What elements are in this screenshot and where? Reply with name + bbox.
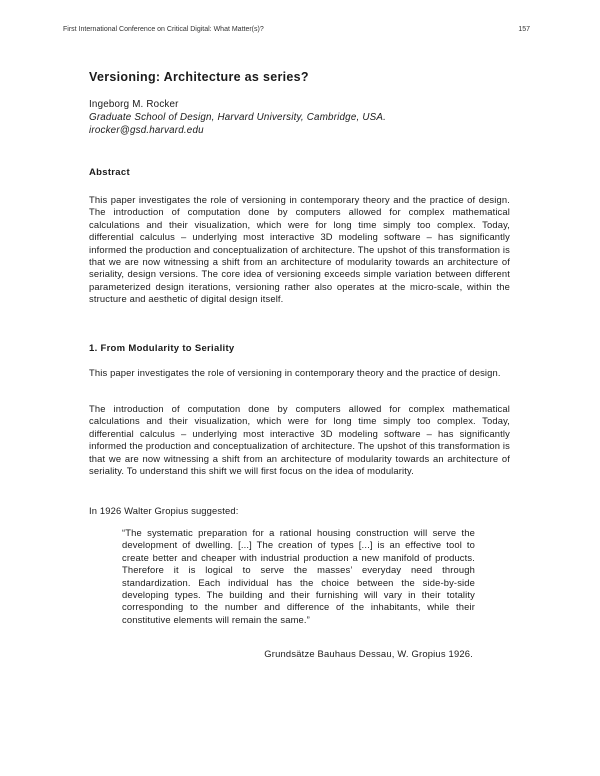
running-header: First International Conference on Critical Digital: What Matter(s)? [63, 26, 264, 33]
section-paragraph-1: This paper investigates the role of versioning in contemporary theory and the practice of design. [89, 367, 501, 378]
author-block [89, 98, 386, 137]
quote-source: Grundsätze Bauhaus Dessau, W. Gropius 1926. [264, 648, 473, 659]
page-number: 157 [518, 26, 530, 33]
section-paragraph-3: In 1926 Walter Gropius suggested: [89, 505, 239, 516]
section-heading: 1. From Modularity to Seriality [89, 343, 235, 354]
abstract-text: This paper investigates the role of versioning in contemporary theory and the practice of design. The introduction of computation done by computers allowed for complex mathematical calculations and their visualization, which were for long time simply too complex. Today, differential calculus – underlying most interactive 3D modeling software – has significantly informed the production and conceptualization of architecture. The upshot of this transformation is that we are now witnessing a shift from an architecture of modularity towards an architecture of seriality, design versions. The core idea of versioning exceeds simple variation between different parameterized design iterations, versioning rather also operates at the micro-scale, within the structure and aesthetic of digital design itself. [89, 194, 510, 305]
paper-title: Versioning: Architecture as series? [89, 70, 309, 84]
abstract-heading: Abstract [89, 167, 130, 178]
section-paragraph-2: The introduction of computation done by computers allowed for complex mathematical calculations and their visualization, which were for long time simply too complex. Today, differential calculus – underlying most interactive 3D modeling software – has significantly informed the production and conceptualization of architecture. The upshot of this transformation is that we are now witnessing a shift from an architecture of modularity towards an architecture of seriality. To understand this shift we will first focus on the idea of modularity. [89, 403, 510, 477]
author-name: Ingeborg M. Rocker [89, 99, 179, 110]
author-email: irocker@gsd.harvard.edu [89, 125, 204, 136]
author-affiliation: Graduate School of Design, Harvard University, Cambridge, USA. [89, 112, 386, 123]
block-quote: “The systematic preparation for a rational housing construction will serve the development of dwelling. [...] The creation of types [...] is an effective tool to create better and cheaper with industrial production a new manifold of products. Therefore it is logical to serve the masses’ everyday need through standardization. Each individual has the choice between the side-by-side developing types. The building and their furnishing will vary in their totality corresponding to the number and difference of the inhabitants, while their constitutive elements will remain the same.” [122, 527, 475, 625]
